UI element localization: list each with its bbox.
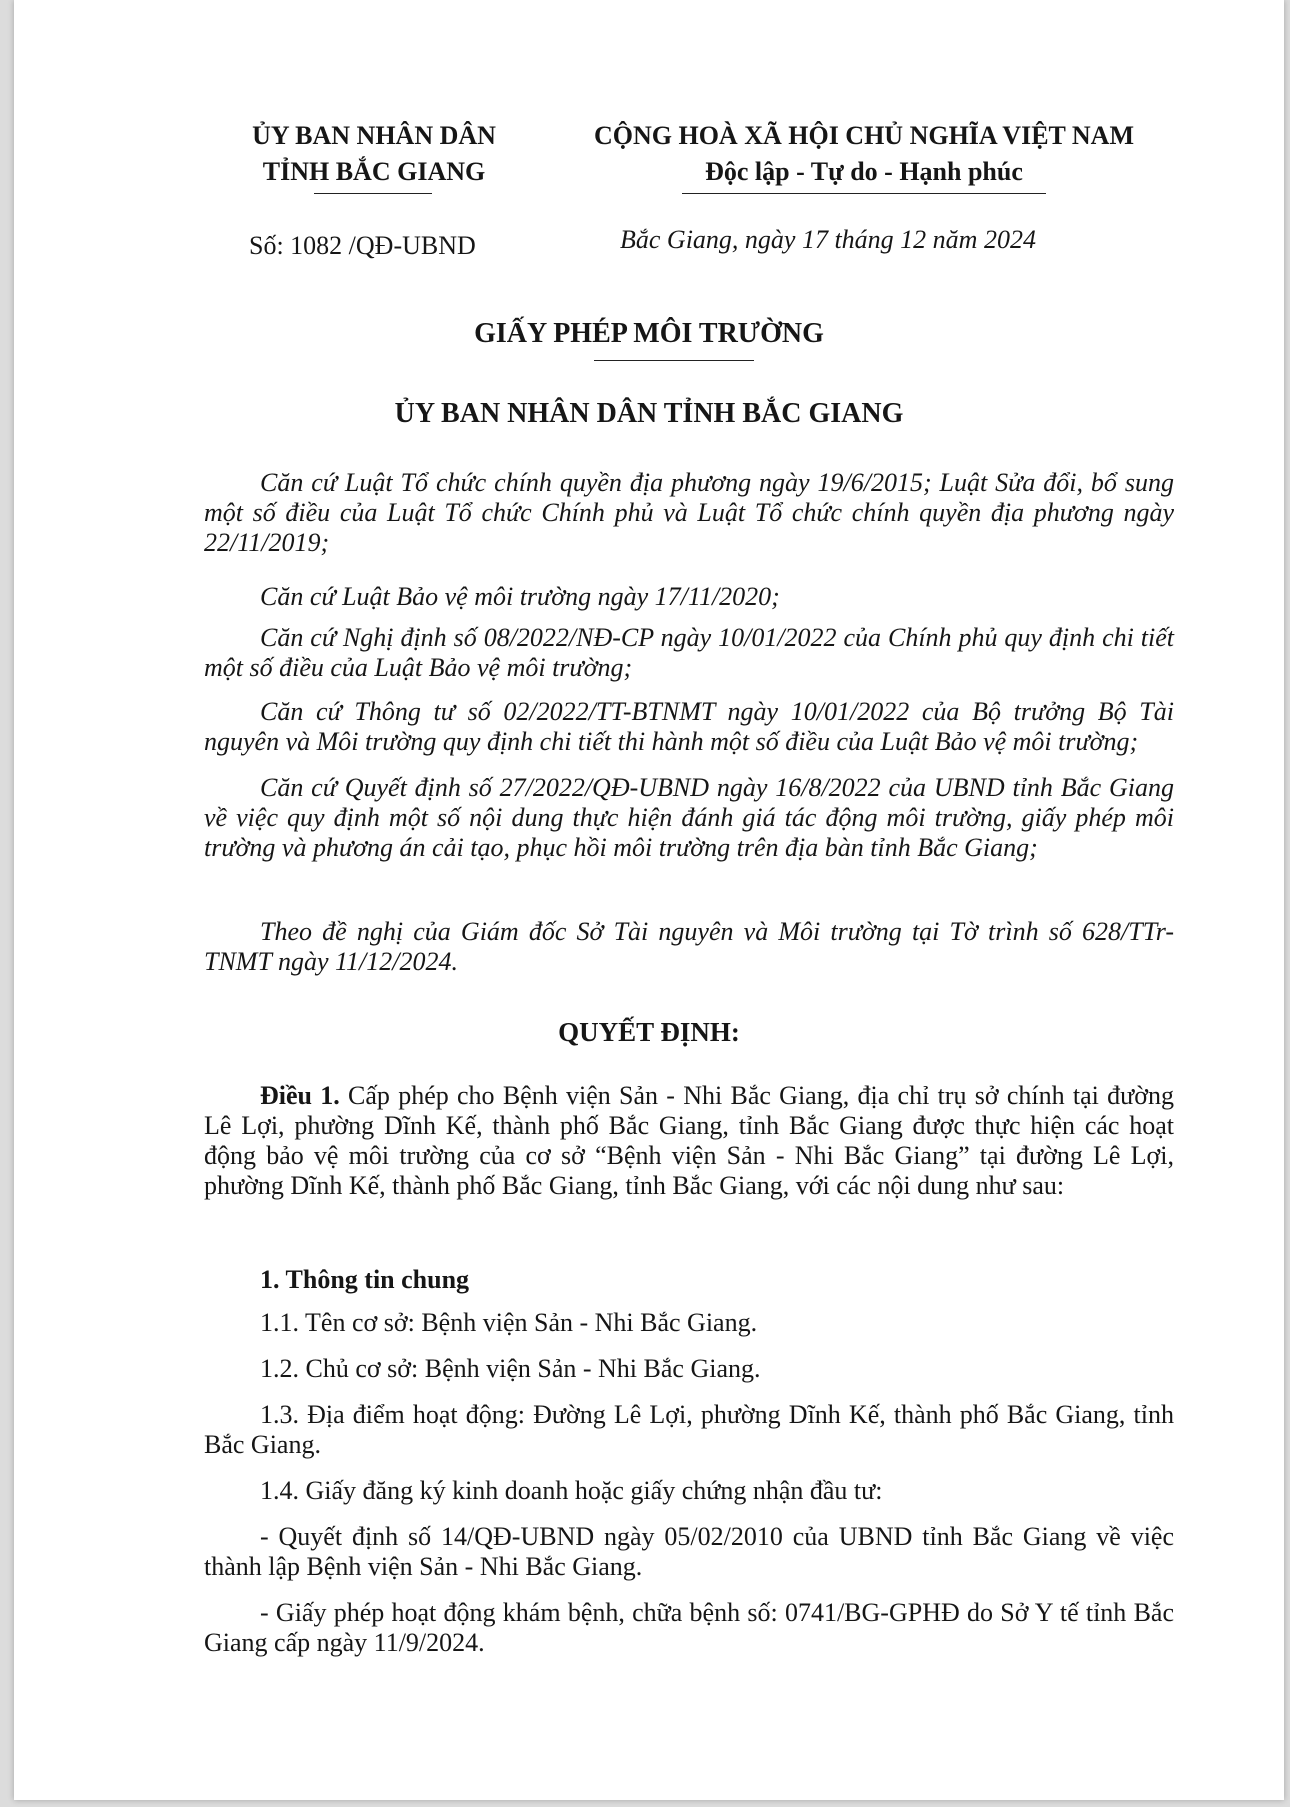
article-1-label: Điều 1. (260, 1081, 340, 1110)
title-underline (594, 360, 754, 361)
national-motto: Độc lập - Tự do - Hạnh phúc (705, 157, 1023, 186)
legal-basis-2: Căn cứ Luật Bảo vệ môi trường ngày 17/11/2020; (260, 582, 780, 611)
legal-basis-1: Căn cứ Luật Tổ chức chính quyền địa phương ngày 19/6/2015; Luật Sửa đổi, bổ sung một số điều của Luật Tổ chức Chính phủ và Luật Tổ chức chính quyền địa phương ngày 22/11/2019; (204, 468, 1174, 557)
section-item-1-4-license: - Giấy phép hoạt động khám bệnh, chữa bệnh số: 0741/BG-GPHĐ do Sở Y tế tỉnh Bắc Giang cấp ngày 11/9/2024. (204, 1598, 1174, 1657)
document-number: Số: 1082 /QĐ-UBND (249, 231, 476, 260)
section-1-heading: 1. Thông tin chung (260, 1265, 470, 1294)
agency-line-1: ỦY BAN NHÂN DÂN (252, 121, 496, 150)
document-title: GIẤY PHÉP MÔI TRƯỜNG (474, 318, 824, 349)
section-item-1-3: 1.3. Địa điểm hoạt động: Đường Lê Lợi, phường Dĩnh Kế, thành phố Bắc Giang, tỉnh Bắc Giang. (204, 1400, 1174, 1459)
section-item-1-4-decision: - Quyết định số 14/QĐ-UBND ngày 05/02/2010 của UBND tỉnh Bắc Giang về việc thành lập Bệnh viện Sản - Nhi Bắc Giang. (204, 1522, 1174, 1581)
motto-underline (682, 193, 1046, 194)
decision-title: QUYẾT ĐỊNH: (558, 1017, 740, 1047)
agency-line-2: TỈNH BẮC GIANG (262, 157, 486, 186)
country-name: CỘNG HOÀ XÃ HỘI CHỦ NGHĨA VIỆT NAM (593, 121, 1135, 150)
legal-basis-6: Theo đề nghị của Giám đốc Sở Tài nguyên và Môi trường tại Tờ trình số 628/TTr-TNMT ngày 11/12/2024. (204, 917, 1174, 976)
issuing-agency (214, 118, 534, 190)
legal-basis-5: Căn cứ Quyết định số 27/2022/QĐ-UBND ngày 16/8/2022 của UBND tỉnh Bắc Giang về việc quy định một số nội dung thực hiện đánh giá tác động môi trường, giấy phép môi trường và phương án cải tạo, phục hồi môi trường trên địa bàn tỉnh Bắc Giang; (204, 773, 1174, 862)
national-header (554, 118, 1174, 190)
section-item-1-1: 1.1. Tên cơ sở: Bệnh viện Sản - Nhi Bắc Giang. (260, 1308, 758, 1337)
place-date: Bắc Giang, ngày 17 tháng 12 năm 2024 (620, 225, 1036, 254)
legal-basis-3: Căn cứ Nghị định số 08/2022/NĐ-CP ngày 10/01/2022 của Chính phủ quy định chi tiết một số điều của Luật Bảo vệ môi trường; (204, 623, 1174, 682)
document-page (14, 0, 1284, 1800)
legal-basis-4: Căn cứ Thông tư số 02/2022/TT-BTNMT ngày 10/01/2022 của Bộ trưởng Bộ Tài nguyên và Môi trường quy định chi tiết thi hành một số điều của Luật Bảo vệ môi trường; (204, 697, 1174, 756)
section-item-1-4: 1.4. Giấy đăng ký kinh doanh hoặc giấy chứng nhận đầu tư: (260, 1476, 883, 1505)
agency-underline (314, 193, 432, 194)
section-item-1-2: 1.2. Chủ cơ sở: Bệnh viện Sản - Nhi Bắc Giang. (260, 1354, 761, 1383)
article-1-text: Cấp phép cho Bệnh viện Sản - Nhi Bắc Giang, địa chỉ trụ sở chính tại đường Lê Lợi, phường Dĩnh Kế, thành phố Bắc Giang, tỉnh Bắc Giang được thực hiện các hoạt động bảo vệ môi trường của cơ sở “Bệnh viện Sản - Nhi Bắc Giang” tại đường Lê Lợi, phường Dĩnh Kế, thành phố Bắc Giang, tỉnh Bắc Giang, với các nội dung như sau: (204, 1081, 1174, 1200)
issuing-authority: ỦY BAN NHÂN DÂN TỈNH BẮC GIANG (394, 398, 904, 429)
article-1 (204, 1081, 1174, 1201)
